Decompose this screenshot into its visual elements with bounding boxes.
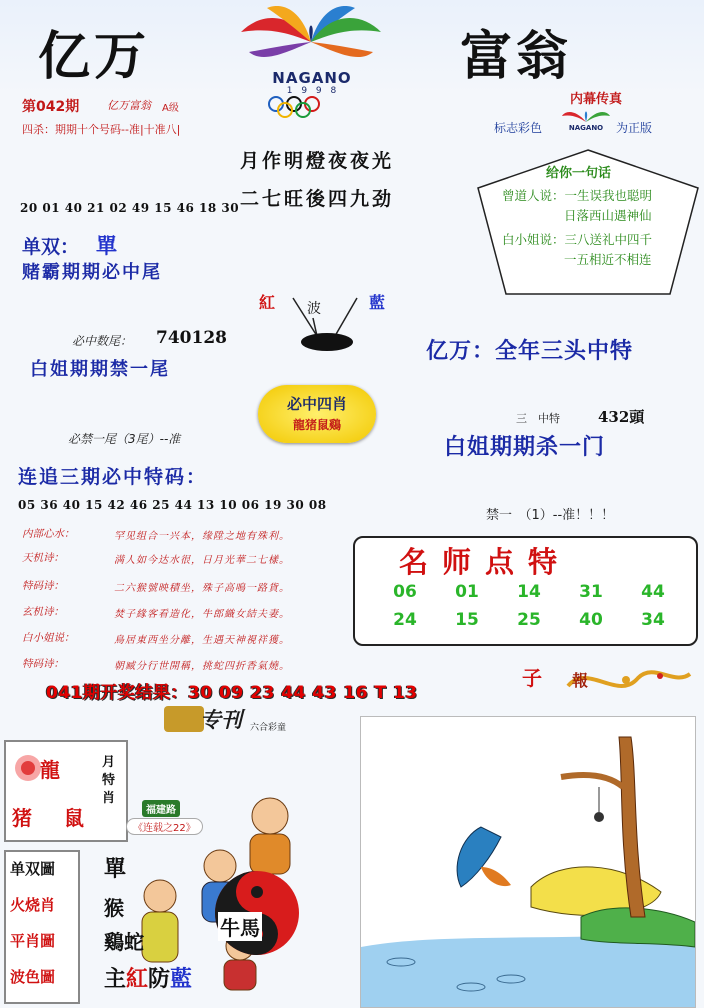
single-double-label: 单双： [22, 236, 80, 258]
cow-horse-chars: 牛馬 [218, 912, 262, 941]
bowl-red: 紅 [259, 293, 276, 312]
zodiac-card [4, 740, 128, 842]
logo-text: NAGANO [272, 69, 352, 87]
col-label-1: 单双圖 [10, 860, 56, 878]
chart-labels-box [4, 850, 80, 1004]
master-num: 24 [393, 610, 417, 630]
master-num: 31 [579, 582, 603, 602]
poem-line-2: 二七旺後四九劲 [240, 188, 395, 210]
monkey-char: 猴 [104, 896, 124, 920]
magazine-sub: 六合彩童 [250, 723, 287, 733]
ban-one-line: 禁一 （1）--准！！！ [486, 508, 615, 523]
draw-result: 041期开奖结果：30 09 23 44 43 16 T 13 [46, 683, 418, 703]
kingfisher-illustration [360, 716, 696, 1008]
master-num: 06 [393, 582, 417, 602]
poem-label-1: 内部心水： [22, 528, 75, 540]
mini-logo-text: NAGANO [568, 124, 604, 132]
master-num: 15 [455, 610, 479, 630]
pentagon-line-4: 一五相近不相连 [564, 252, 652, 267]
pentagon-line-3: 白小姐说：三八送礼中四千 [502, 232, 653, 247]
single-double-value: 單 [96, 233, 117, 258]
must-numbers-label: 必中数尾： [72, 334, 133, 348]
nagano-logo [212, 6, 410, 116]
title-right: 富翁 [460, 26, 573, 87]
olympic-rings-icon [264, 96, 360, 118]
issue-period: 第042期 [22, 99, 80, 115]
master-pick-box [353, 536, 698, 646]
zodiac-tag-bao: 報 [572, 671, 589, 690]
pentagon-title: 给你一句话 [546, 166, 612, 181]
logo-year: 1 9 9 8 [286, 86, 340, 96]
numbers-row-2: 05 36 40 15 42 46 25 44 13 10 06 19 30 08 [18, 498, 327, 512]
master-title: 名师点特 [399, 545, 572, 579]
master-num: 40 [579, 610, 603, 630]
zodiac-pig: 猪 [12, 806, 32, 830]
wave-main-label: 主 [104, 966, 127, 992]
single-char: 單 [104, 856, 127, 882]
fax-title: 内幕传真 [570, 92, 623, 107]
master-num: 25 [517, 610, 541, 630]
zodiac-rat: 鼠 [64, 806, 84, 830]
zodiac-pill-title: 必中四肖 [286, 395, 347, 413]
title-left: 亿万 [38, 26, 151, 87]
magazine-emblem [164, 706, 204, 732]
three-head-value: 432頭 [598, 408, 645, 426]
magazine-tag [150, 702, 306, 738]
poem-text-2: 满人如今达水很，日月光華二七樣。 [114, 555, 290, 566]
master-num: 44 [641, 582, 665, 602]
issue-signature: 亿万富翁 [107, 99, 151, 112]
wave-bowl [255, 278, 395, 356]
poem-label-6: 特码诗： [22, 658, 64, 670]
mini-nagano-logo [560, 106, 612, 138]
fax-right-label: 为正版 [616, 121, 653, 135]
zodiac-tag-zi: 子 [522, 666, 542, 690]
master-num: 01 [455, 582, 479, 602]
poem-text-1: 罕见组合一兴本，缘陞之地有殊利。 [114, 531, 290, 542]
fax-left-label: 标志彩色 [494, 121, 543, 135]
yiwan-line: 亿万：全年三头中特 [426, 338, 634, 364]
numbers-row-1: 20 01 40 21 02 49 15 46 18 30 [20, 201, 240, 215]
wave-main [104, 962, 192, 993]
pentagon-line-2: 日落西山遇神仙 [564, 208, 652, 223]
issue-grade: A级 [162, 103, 179, 114]
pentagon-line-1: 曾道人说：一生误我也聪明 [502, 188, 653, 203]
col-label-2: 火烧肖 [10, 896, 56, 914]
ban-tail-line: 必禁一尾（3尾）--准 [68, 432, 181, 446]
issue-serial-tag: 《连载之22》 [126, 818, 203, 835]
poem-text-4: 焚子緣客看造化，牛郎織女結夫妻。 [114, 609, 290, 620]
zodiac-pill-animals: 龍猪鼠鷄 [292, 418, 341, 432]
yin-yang [212, 868, 302, 958]
poem-line-1: 月作明燈夜夜光 [240, 150, 395, 172]
wave-blue: 藍 [170, 966, 193, 992]
bowl-blue: 藍 [369, 293, 386, 312]
white-tail-line: 白姐期期禁一尾 [30, 359, 170, 380]
tail-line: 赌霸期期必中尾 [22, 262, 162, 283]
magazine-title: 专刊 [200, 708, 242, 732]
white-door-line: 白姐期期杀一门 [444, 434, 606, 460]
bowl-wave: 波 [307, 301, 321, 317]
master-num: 14 [517, 582, 541, 602]
poem-text-5: 鳥居東西坐分離，生遇天神視祥獲。 [114, 635, 290, 646]
poem-label-2: 天机诗： [22, 552, 64, 564]
three-head-label: 三 中特 [516, 412, 560, 425]
poem-label-3: 特码诗： [22, 580, 64, 592]
wave-guard: 防 [148, 966, 171, 992]
special-zodiac-label: 月特肖 [102, 755, 116, 806]
zodiac-tag [508, 656, 694, 706]
rooster-snake-chars: 鷄蛇 [104, 930, 144, 954]
mini-flower-icon [560, 106, 612, 126]
zodiac-pill [258, 385, 376, 443]
zodiac-dragon: 龍 [40, 758, 60, 782]
poem-text-6: 朝臧分行世開稱，挑蛇四折香氣燒。 [114, 661, 290, 672]
poem-text-3: 二六猴號映積坐，殊子高鳴一路貨。 [114, 583, 290, 594]
poem-label-5: 白小姐说： [22, 632, 75, 644]
col-label-3: 平肖圖 [10, 932, 56, 950]
must-numbers-value: 740128 [156, 328, 227, 348]
kingfisher-scene-icon [361, 717, 695, 1007]
quote-pentagon [474, 148, 702, 298]
master-num: 34 [641, 610, 665, 630]
col-label-4: 波色圖 [10, 968, 56, 986]
issue-rule: 四杀：期期十个号码--准|十准八| [22, 123, 181, 136]
wave-red: 紅 [126, 966, 149, 992]
chase-title: 连追三期必中特码： [18, 466, 208, 488]
poem-label-4: 玄机诗： [22, 606, 64, 618]
fujian-badge: 福建路 [142, 800, 180, 817]
